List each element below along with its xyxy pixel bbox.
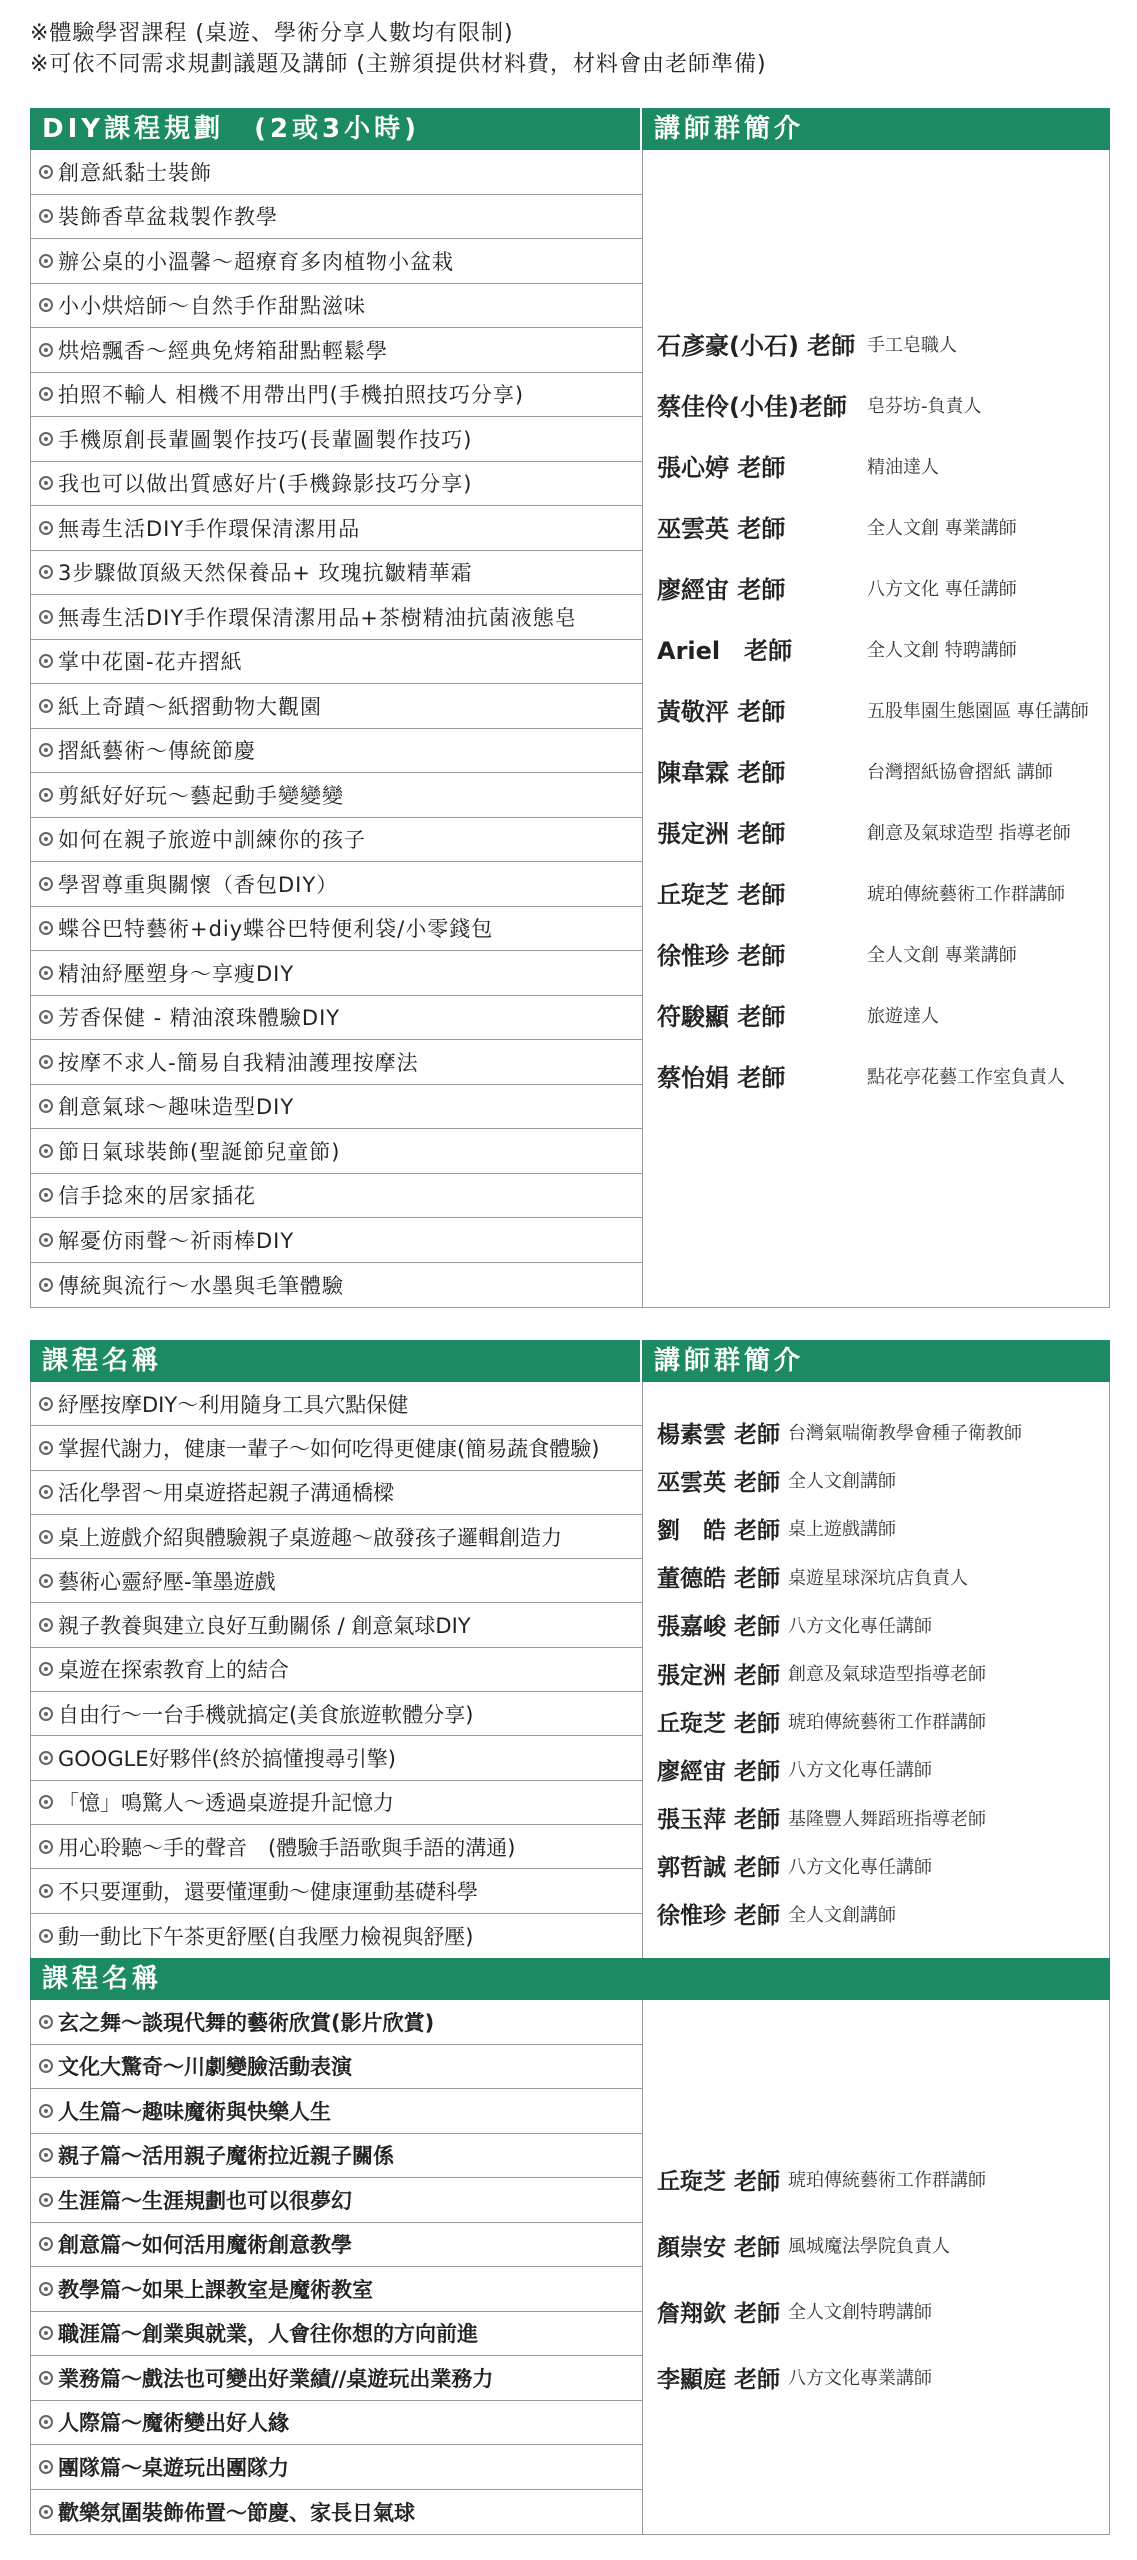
diy-course-header: DIY課程規劃 (2或3小時) — [30, 108, 642, 150]
course-title: 用心聆聽～手的聲音 (體驗手語歌與手語的溝通) — [58, 1835, 516, 1860]
course-item — [31, 1648, 642, 1692]
instructor-name: 顏崇安 老師 — [657, 2234, 781, 2261]
course-item — [31, 640, 642, 685]
instructor-header: 講師群簡介 — [654, 114, 805, 144]
instructor-name: 劉 皓 老師 — [657, 1517, 781, 1544]
course-title: 藝術心靈紓壓-筆墨遊戲 — [58, 1569, 276, 1594]
bullet-icon — [39, 2148, 53, 2162]
instructor-name: 張玉萍 老師 — [657, 1807, 781, 1834]
bullet-icon — [39, 1010, 53, 1024]
bullet-icon — [39, 1795, 53, 1809]
course-item — [31, 2490, 642, 2535]
bullet-icon — [39, 2326, 53, 2340]
course-title: 職涯篇～創業與就業，人會往你想的方向前進 — [58, 2322, 478, 2347]
instructor-name: 廖經宙 老師 — [657, 1758, 781, 1785]
instructor-entry — [657, 1601, 1022, 1649]
course-item — [31, 996, 642, 1041]
instructor-name: 詹翔欽 老師 — [657, 2300, 781, 2327]
course-item — [31, 1382, 642, 1426]
instructor-name: 巫雲英 老師 — [657, 515, 786, 543]
instructor-name: 丘琁芝 老師 — [657, 881, 786, 909]
bullet-icon — [39, 1485, 53, 1499]
course-title: 我也可以做出質感好片(手機錄影技巧分享) — [58, 472, 473, 497]
bullet-icon — [39, 2460, 53, 2474]
instructor-entry — [657, 1842, 1022, 1890]
diy-section-body — [30, 150, 1110, 1308]
instructor-title: 全人文創特聘講師 — [788, 2302, 933, 2323]
course-title: 信手捻來的居家插花 — [58, 1184, 256, 1209]
section2-body — [30, 1382, 1110, 1959]
course-item — [31, 1914, 642, 1958]
instructor-name: 李顯庭 老師 — [657, 2366, 781, 2393]
course-item — [31, 1781, 642, 1825]
instructor-title: 旅遊達人 — [867, 1005, 939, 1027]
course-item — [31, 2356, 642, 2401]
course-title: 玄之舞～談現代舞的藝術欣賞(影片欣賞) — [58, 2010, 435, 2035]
course-title: 教學篇～如果上課教室是魔術教室 — [58, 2277, 373, 2302]
instructor-entry — [657, 313, 1089, 374]
course-item — [31, 1218, 642, 1263]
instructor-title: 琥珀傳統藝術工作群講師 — [788, 1712, 987, 1734]
bullet-icon — [39, 1441, 53, 1455]
course-title: 掌握代謝力，健康一輩子～如何吃得更健康(簡易蔬食體驗) — [58, 1436, 600, 1461]
bullet-icon — [39, 2104, 53, 2118]
course-item — [31, 951, 642, 996]
instructor-title: 桌上遊戲講師 — [788, 1519, 897, 1541]
bullet-icon — [39, 1099, 53, 1113]
course-title: 創意紙黏士裝飾 — [58, 160, 212, 185]
section3-instructor-panel — [643, 2000, 1109, 2534]
instructor-entry — [657, 435, 1089, 496]
course-item — [31, 1736, 642, 1780]
instructor-entry — [657, 1649, 1022, 1697]
course-item — [31, 595, 642, 640]
course-title: 無毒生活DIY手作環保清潔用品 — [58, 516, 361, 541]
course-title: 解憂仿雨聲～祈雨棒DIY — [58, 1228, 295, 1253]
instructor-title: 全人文創 專業講師 — [867, 944, 1017, 966]
instructor-entry — [657, 2212, 986, 2278]
course-title: 紙上奇蹟～紙摺動物大觀園 — [58, 694, 322, 719]
instructor-title: 皂芬坊-負責人 — [867, 395, 982, 417]
course-item — [31, 729, 642, 774]
bullet-icon — [39, 1188, 53, 1202]
section2-instructor-panel — [643, 1382, 1109, 1958]
instructor-name: Ariel 老師 — [657, 637, 793, 665]
course-title: 精油紓壓塑身～享瘦DIY — [58, 961, 295, 986]
course-title: 團隊篇～桌遊玩出團隊力 — [58, 2455, 289, 2480]
instructor-entry — [657, 1745, 1022, 1793]
instructor-entry — [657, 801, 1089, 862]
bullet-icon — [39, 610, 53, 624]
course-item — [31, 773, 642, 818]
course-title: 芳香保健 - 精油滾珠體驗DIY — [58, 1006, 341, 1031]
bullet-icon — [39, 832, 53, 846]
instructor-title: 風城魔法學院負責人 — [788, 2236, 951, 2257]
bullet-icon — [39, 1530, 53, 1544]
instructor-entry — [657, 740, 1089, 801]
instructor-entry — [657, 618, 1089, 679]
bullet-icon — [39, 2015, 53, 2029]
course-title: 學習尊重與關懷（香包DIY） — [58, 872, 339, 897]
instructor-name: 黃敬泙 老師 — [657, 698, 786, 726]
course-title: 辦公桌的小溫馨～超療育多肉植物小盆栽 — [58, 249, 454, 274]
course-title: 人際篇～魔術變出好人緣 — [58, 2411, 289, 2436]
instructor-title: 全人文創講師 — [788, 1471, 897, 1493]
instructor-entry — [657, 1794, 1022, 1842]
course-item — [31, 373, 642, 418]
bullet-icon — [39, 521, 53, 535]
course-item — [31, 1040, 642, 1085]
course-title: 文化大驚奇～川劇變臉活動表演 — [58, 2055, 352, 2080]
course-item — [31, 328, 642, 373]
bullet-icon — [39, 387, 53, 401]
course-item — [31, 1692, 642, 1736]
bullet-icon — [39, 1233, 53, 1247]
instructor-title: 手工皂職人 — [867, 334, 957, 356]
instructor-name: 巫雲英 老師 — [657, 1469, 781, 1496]
course-title: 親子篇～活用親子魔術拉近親子關係 — [58, 2144, 394, 2169]
bullet-icon — [39, 254, 53, 268]
course-item — [31, 2045, 642, 2090]
bullet-icon — [39, 1144, 53, 1158]
bullet-icon — [39, 2282, 53, 2296]
bullet-icon — [39, 654, 53, 668]
instructor-title: 精油達人 — [867, 456, 939, 478]
course-item — [31, 2000, 642, 2045]
instructor-title: 八方文化專任講師 — [788, 1615, 933, 1637]
course-item — [31, 2445, 642, 2490]
bullet-icon — [39, 1055, 53, 1069]
instructor-name: 石彥豪(小石) 老師 — [657, 332, 856, 360]
instructor-title: 全人文創 特聘講師 — [867, 639, 1017, 661]
bullet-icon — [39, 1574, 53, 1588]
course-item — [31, 195, 642, 240]
note-capacity: ※體驗學習課程 (桌遊、學術分享人數均有限制) — [30, 21, 514, 46]
instructor-name: 蔡怡娟 老師 — [657, 1064, 786, 1092]
course-title: 業務篇～戲法也可變出好業績//桌遊玩出業務力 — [58, 2366, 494, 2391]
diy-instructor-list — [657, 313, 1089, 1106]
instructor-name: 陳韋霖 老師 — [657, 759, 786, 787]
course-item — [31, 239, 642, 284]
instructor-entry — [657, 2278, 986, 2344]
section3-instructor-list — [657, 2146, 986, 2410]
course-item — [31, 1515, 642, 1559]
bullet-icon — [39, 298, 53, 312]
instructor-title: 全人文創 專業講師 — [867, 517, 1017, 539]
instructor-name: 楊素雲 老師 — [657, 1421, 781, 1448]
instructor-title: 琥珀傳統藝術工作群講師 — [867, 883, 1065, 905]
diy-instructor-panel — [643, 150, 1109, 1307]
course-title: 如何在親子旅遊中訓練你的孩子 — [58, 828, 366, 853]
instructor-entry — [657, 984, 1089, 1045]
instructor-title: 創意及氣球造型指導老師 — [788, 1664, 987, 1686]
course-title: 摺紙藝術～傳統節慶 — [58, 739, 256, 764]
course-item — [31, 2089, 642, 2134]
bullet-icon — [39, 2237, 53, 2251]
course-item — [31, 1559, 642, 1603]
instructor-entry — [657, 1697, 1022, 1745]
instructor-name: 丘琁芝 老師 — [657, 1710, 781, 1737]
course-title: 裝飾香草盆栽製作教學 — [58, 205, 278, 230]
instructor-title: 琥珀傳統藝術工作群講師 — [788, 2170, 987, 2191]
instructor-name: 張嘉峻 老師 — [657, 1614, 781, 1641]
course-title: 生涯篇～生涯規劃也可以很夢幻 — [58, 2188, 352, 2213]
course-section-2 — [30, 1340, 1110, 1959]
course-item — [31, 1085, 642, 1130]
diy-course-section — [30, 108, 1110, 1308]
bullet-icon — [39, 476, 53, 490]
instructor-entry — [657, 1408, 1022, 1456]
instructor-title: 八方文化專任講師 — [788, 1760, 933, 1782]
course-item — [31, 907, 642, 952]
course-title: 創意篇～如何活用魔術創意教學 — [58, 2233, 352, 2258]
instructor-title: 五股隼園生態園區 專任講師 — [867, 700, 1089, 722]
instructor-entry — [657, 2146, 986, 2212]
section2-course-list — [31, 1382, 643, 1958]
instructor-name: 蔡佳伶(小佳)老師 — [657, 393, 847, 421]
instructor-name: 董德皓 老師 — [657, 1566, 781, 1593]
course-item — [31, 2223, 642, 2268]
course-item — [31, 284, 642, 329]
bullet-icon — [39, 165, 53, 179]
instructor-entry — [657, 679, 1089, 740]
course-title: 創意氣球～趣味造型DIY — [58, 1095, 295, 1120]
instructor-title: 創意及氣球造型 指導老師 — [867, 822, 1071, 844]
course-item — [31, 1869, 642, 1913]
instructor-entry — [657, 923, 1089, 984]
instructor-title: 桌遊星球深坑店負責人 — [788, 1567, 969, 1589]
notes — [30, 18, 767, 80]
bullet-icon — [39, 432, 53, 446]
course-item — [31, 150, 642, 195]
bullet-icon — [39, 1662, 53, 1676]
bullet-icon — [39, 1884, 53, 1898]
course-item — [31, 462, 642, 507]
course-item — [31, 1603, 642, 1647]
course-title: 手機原創長輩圖製作技巧(長輩圖製作技巧) — [58, 427, 473, 452]
instructor-entry — [657, 2344, 986, 2410]
instructor-entry — [657, 1553, 1022, 1601]
course-title: 剪紙好好玩～藝起動手變變變 — [58, 783, 344, 808]
course-item — [31, 551, 642, 596]
bullet-icon — [39, 2059, 53, 2073]
instructor-title: 台灣氣喘衛教學會種子衛教師 — [788, 1423, 1023, 1445]
instructor-entry — [657, 1890, 1022, 1938]
course-item — [31, 2267, 642, 2312]
instructor-name: 張定洲 老師 — [657, 1662, 781, 1689]
course-title: 拍照不輸人 相機不用帶出門(手機拍照技巧分享) — [58, 383, 525, 408]
course-title: 烘焙飄香～經典免烤箱甜點輕鬆學 — [58, 338, 388, 363]
course-item — [31, 2312, 642, 2357]
course-item — [31, 862, 642, 907]
bullet-icon — [39, 1278, 53, 1292]
course-title: 桌上遊戲介紹與體驗親子桌遊趣～啟發孩子邏輯創造力 — [58, 1525, 562, 1550]
course-item — [31, 1471, 642, 1515]
course-title: 小小烘焙師～自然手作甜點滋味 — [58, 294, 366, 319]
course-item — [31, 2134, 642, 2179]
instructor-entry — [657, 1456, 1022, 1504]
bullet-icon — [39, 209, 53, 223]
course-title: 動一動比下午茶更舒壓(自我壓力檢視與舒壓) — [58, 1924, 474, 1949]
section3-course-list — [31, 2000, 643, 2534]
instructor-name: 張定洲 老師 — [657, 820, 786, 848]
course-item — [31, 818, 642, 863]
course-title: 傳統與流行～水墨與毛筆體驗 — [58, 1273, 344, 1298]
course-item — [31, 1174, 642, 1219]
instructor-entry — [657, 557, 1089, 618]
instructor-entry — [657, 374, 1089, 435]
bullet-icon — [39, 2193, 53, 2207]
course-title: 桌遊在探索教育上的結合 — [58, 1658, 289, 1683]
course-title: 無毒生活DIY手作環保清潔用品+茶樹精油抗菌液態皂 — [58, 605, 577, 630]
instructor-name: 徐惟珍 老師 — [657, 1903, 781, 1930]
section2-instructor-list — [657, 1408, 1022, 1938]
course-title: 親子教養與建立良好互動關係 / 創意氣球DIY — [58, 1614, 471, 1639]
course-title: 歡樂氛圍裝飾佈置～節慶、家長日氣球 — [58, 2500, 415, 2525]
course-title: 不只要運動，還要懂運動～健康運動基礎科學 — [58, 1879, 478, 1904]
bullet-icon — [39, 743, 53, 757]
bullet-icon — [39, 2415, 53, 2429]
instructor-title: 八方文化專任講師 — [788, 1856, 933, 1878]
course-title: 紓壓按摩DIY～利用隨身工具穴點保健 — [58, 1392, 409, 1417]
instructor-entry — [657, 496, 1089, 557]
bullet-icon — [39, 2505, 53, 2519]
bullet-icon — [39, 1840, 53, 1854]
instructor-name: 張心婷 老師 — [657, 454, 786, 482]
course-item — [31, 1263, 642, 1308]
instructor-title: 台灣摺紙協會摺紙 講師 — [867, 761, 1053, 783]
bullet-icon — [39, 877, 53, 891]
course-item — [31, 2401, 642, 2446]
instructor-title: 八方文化 專任講師 — [867, 578, 1017, 600]
course-title: 自由行～一台手機就搞定(美食旅遊軟體分享) — [58, 1702, 474, 1727]
bullet-icon — [39, 1618, 53, 1632]
bullet-icon — [39, 699, 53, 713]
diy-course-list — [31, 150, 643, 1307]
bullet-icon — [39, 921, 53, 935]
course-item — [31, 1129, 642, 1174]
instructor-entry — [657, 1045, 1089, 1106]
course-title: 掌中花園-花卉摺紙 — [58, 650, 243, 675]
course-title: 3步驟做頂級天然保養品+ 玫瑰抗皺精華霜 — [58, 561, 473, 586]
instructor-name: 徐惟珍 老師 — [657, 942, 786, 970]
bullet-icon — [39, 788, 53, 802]
bullet-icon — [39, 2371, 53, 2385]
course-item — [31, 417, 642, 462]
bullet-icon — [39, 1397, 53, 1411]
bullet-icon — [39, 343, 53, 357]
bullet-icon — [39, 1929, 53, 1943]
instructor-title: 八方文化專業講師 — [788, 2368, 933, 2389]
course-item — [31, 1825, 642, 1869]
instructor-name: 廖經宙 老師 — [657, 576, 786, 604]
instructor-entry — [657, 1504, 1022, 1552]
bullet-icon — [39, 966, 53, 980]
section3-body — [30, 2000, 1110, 2535]
course-title: 蝶谷巴特藝術+diy蝶谷巴特便利袋/小零錢包 — [58, 917, 494, 942]
diy-section-header — [30, 108, 1110, 150]
instructor-title: 基隆豐人舞蹈班指導老師 — [788, 1808, 987, 1830]
course-name-header: 課程名稱 — [30, 1340, 642, 1382]
instructor-entry — [657, 862, 1089, 923]
section2-header — [30, 1340, 1110, 1382]
course-item — [31, 2178, 642, 2223]
course-item — [31, 1426, 642, 1470]
bullet-icon — [39, 565, 53, 579]
section3-header: 課程名稱 — [30, 1958, 1110, 2000]
course-title: 按摩不求人-簡易自我精油護理按摩法 — [58, 1050, 419, 1075]
course-title: 人生篇～趣味魔術與快樂人生 — [58, 2099, 331, 2124]
instructor-name: 符駿顯 老師 — [657, 1003, 786, 1031]
bullet-icon — [39, 1707, 53, 1721]
course-title: 活化學習～用桌遊搭起親子溝通橋樑 — [58, 1481, 394, 1506]
course-item — [31, 684, 642, 729]
note-planning: ※可依不同需求規劃議題及講師 (主辦須提供材料費，材料會由老師準備) — [30, 52, 767, 77]
instructor-header-2: 講師群簡介 — [654, 1346, 805, 1376]
instructor-title: 點花亭花藝工作室負責人 — [867, 1066, 1065, 1088]
instructor-name: 郭哲誠 老師 — [657, 1855, 781, 1882]
bullet-icon — [39, 1751, 53, 1765]
course-item — [31, 506, 642, 551]
instructor-name: 丘琁芝 老師 — [657, 2168, 781, 2195]
instructor-title: 全人文創講師 — [788, 1904, 897, 1926]
course-title: GOOGLE好夥伴(終於搞懂搜尋引擎) — [58, 1747, 396, 1772]
course-title: 「憶」鳴驚人～透過桌遊提升記憶力 — [58, 1791, 394, 1816]
course-title: 節日氣球裝飾(聖誕節兒童節) — [58, 1139, 341, 1164]
course-section-3 — [30, 1958, 1110, 2535]
